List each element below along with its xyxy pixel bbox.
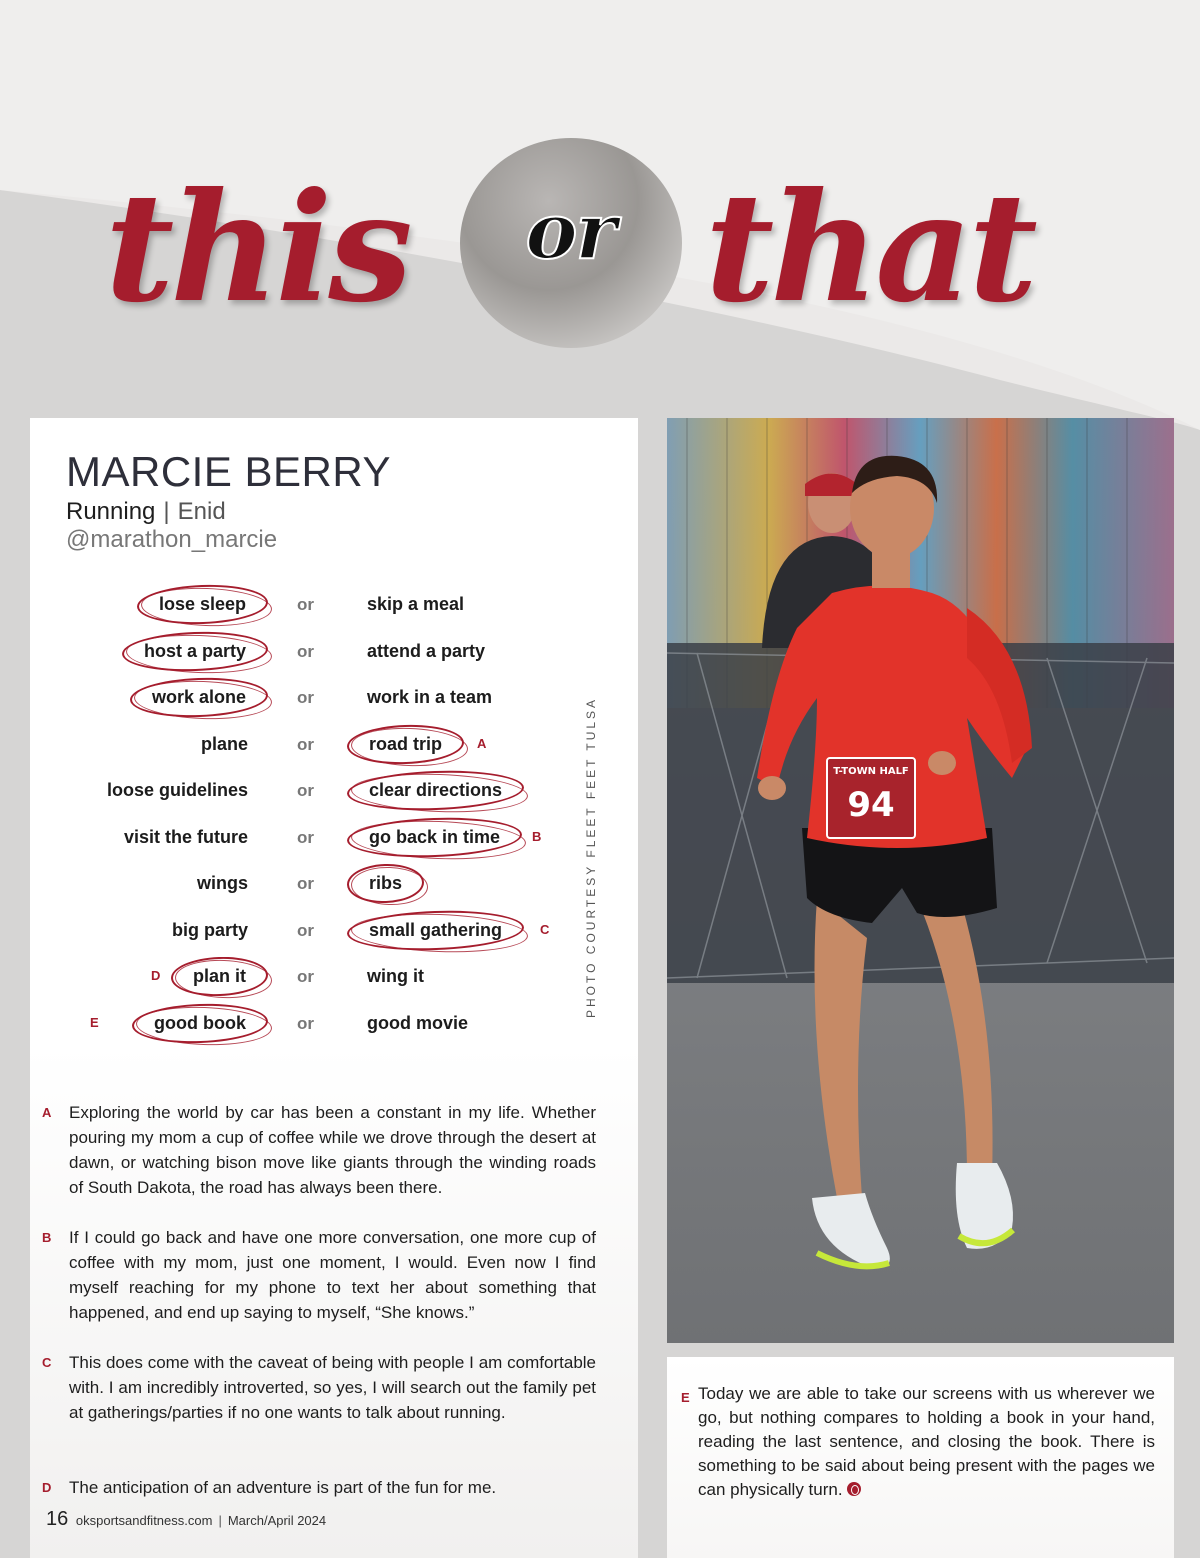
answer-e-box [667, 1357, 1174, 1558]
choice-right-label: clear directions [369, 780, 503, 800]
end-mark-icon [847, 1482, 861, 1496]
choice-left [172, 920, 248, 941]
choice-or: or [297, 827, 314, 847]
choice-left [197, 873, 248, 894]
athlete-town: Enid [177, 498, 226, 525]
answer-letter: C [42, 1355, 52, 1370]
athlete-name: MARCIE BERRY [66, 448, 391, 495]
choice-right [367, 641, 485, 662]
choice-right [367, 827, 502, 848]
answer-item [40, 1100, 596, 1200]
logo-word-this: this [105, 160, 409, 336]
choice-or: or [297, 781, 314, 800]
athlete-handle: @marathon_marcie [66, 526, 278, 553]
choice-row [30, 677, 630, 721]
choice-right [367, 687, 492, 708]
logo-word-that: that [705, 160, 1034, 336]
bib-event-text: T-TOWN HALF [833, 766, 909, 777]
footer-site: oksportsandfitness.com [75, 1513, 213, 1528]
choice-or: or [297, 920, 314, 940]
choice-left-label: plan it [193, 966, 246, 986]
choice-row [30, 863, 630, 907]
choice-right-label: road trip [369, 733, 443, 754]
choice-left [124, 827, 248, 848]
choice-left [107, 780, 248, 801]
choice-or: or [297, 967, 314, 986]
choice-left-label: visit the future [123, 826, 248, 847]
this-or-that-logo [0, 90, 1200, 370]
choice-left [142, 641, 248, 662]
answer-text: Exploring the world by car has been a constant in my life. Whether pouring my mom a cup of coffee while we drove through the desert at dawn, or watching bison move like giants through the winding roads of South Dakota, the road has always been there. [69, 1103, 596, 1197]
choice-left-label: wings [196, 873, 248, 893]
choice-right [367, 966, 424, 987]
choice-left-label: host a party [143, 640, 246, 661]
choice-row [30, 724, 630, 768]
choice-left [191, 966, 248, 987]
choice-row [30, 584, 630, 628]
meta-separator: | [163, 498, 170, 525]
answer-item [40, 1350, 596, 1425]
choice-right-label: ribs [369, 873, 403, 893]
choice-right-label: go back in time [369, 826, 501, 847]
choice-left-label: loose guidelines [106, 780, 248, 800]
choice-or: or [297, 595, 314, 614]
choice-row [30, 1003, 630, 1047]
choice-row [30, 956, 630, 1000]
choice-right [367, 873, 404, 894]
athlete-meta [66, 498, 226, 526]
choice-right-label: work in a team [367, 687, 493, 707]
choice-left [201, 734, 248, 755]
choice-left-label: lose sleep [158, 594, 246, 614]
choice-right [367, 1013, 468, 1034]
runner-photo [667, 418, 1174, 1343]
footer-issue: March/April 2024 [227, 1513, 327, 1528]
page-footer [46, 1508, 326, 1531]
answer-text: The anticipation of an adventure is part of the fun for me. [69, 1478, 497, 1497]
choice-note-marker: D [151, 968, 161, 983]
answer-letter: E [681, 1390, 690, 1405]
choice-or: or [297, 1013, 314, 1033]
answer-item [40, 1475, 596, 1500]
choice-or: or [297, 734, 314, 754]
choice-left [150, 687, 248, 708]
choice-note-marker: B [532, 828, 542, 844]
choice-right-label: skip a meal [367, 594, 465, 614]
answer-e-text-wrap [698, 1382, 1155, 1502]
answer-text: This does come with the caveat of being with people I am comfortable with. I am incredibly introverted, so yes, I will search out the family pet at gatherings/parties if no one wants to talk about running. [69, 1353, 596, 1422]
choice-note-marker: C [540, 921, 550, 937]
answer-text: If I could go back and have one more conversation, one more cup of coffee with my mom, just one moment, I would. Even now I find myself reaching for my phone to text her about something that happened, and end up saying to myself, “She knows.” [69, 1228, 596, 1322]
choice-right [367, 780, 504, 801]
choice-left-label: plane [200, 733, 248, 754]
answer-item [40, 1225, 596, 1325]
choice-right-label: small gathering [369, 919, 503, 940]
choice-note-marker: A [477, 735, 487, 751]
choice-left [157, 594, 248, 615]
answer-letter: B [42, 1230, 52, 1245]
page-number: 16 [46, 1508, 69, 1530]
choice-row [30, 770, 630, 814]
choice-row [30, 631, 630, 675]
choice-or: or [297, 641, 314, 661]
athlete-sport: Running [66, 498, 156, 525]
choice-or: or [297, 688, 314, 707]
choice-left-label: good book [154, 1012, 246, 1033]
choice-note-marker: E [90, 1014, 99, 1030]
choice-right [367, 734, 444, 755]
choice-row [30, 910, 630, 954]
choice-left-label: work alone [151, 687, 246, 707]
choice-row [30, 817, 630, 861]
photo-credit: PHOTO COURTESY FLEET FEET TULSA [584, 696, 598, 1018]
logo-word-or: or [525, 186, 615, 277]
choice-left [152, 1013, 248, 1034]
footer-divider: | [218, 1513, 222, 1528]
bib-number-text: 94 [847, 785, 895, 825]
answer-text: Today we are able to take our screens with us wherever we go, but nothing compares to holding a book in your hand, reading the last sentence, and closing the book. There is something to be said about being present with the pages we can physically turn. [698, 1384, 1155, 1499]
choice-or: or [297, 874, 314, 893]
choice-right-label: attend a party [367, 640, 486, 661]
choice-left-label: big party [171, 919, 248, 940]
choice-right-label: wing it [367, 966, 424, 986]
choice-right [367, 920, 504, 941]
answer-letter: A [42, 1105, 52, 1120]
choice-right-label: good movie [367, 1012, 469, 1033]
answer-letter: D [42, 1480, 52, 1495]
choice-right [367, 594, 464, 615]
